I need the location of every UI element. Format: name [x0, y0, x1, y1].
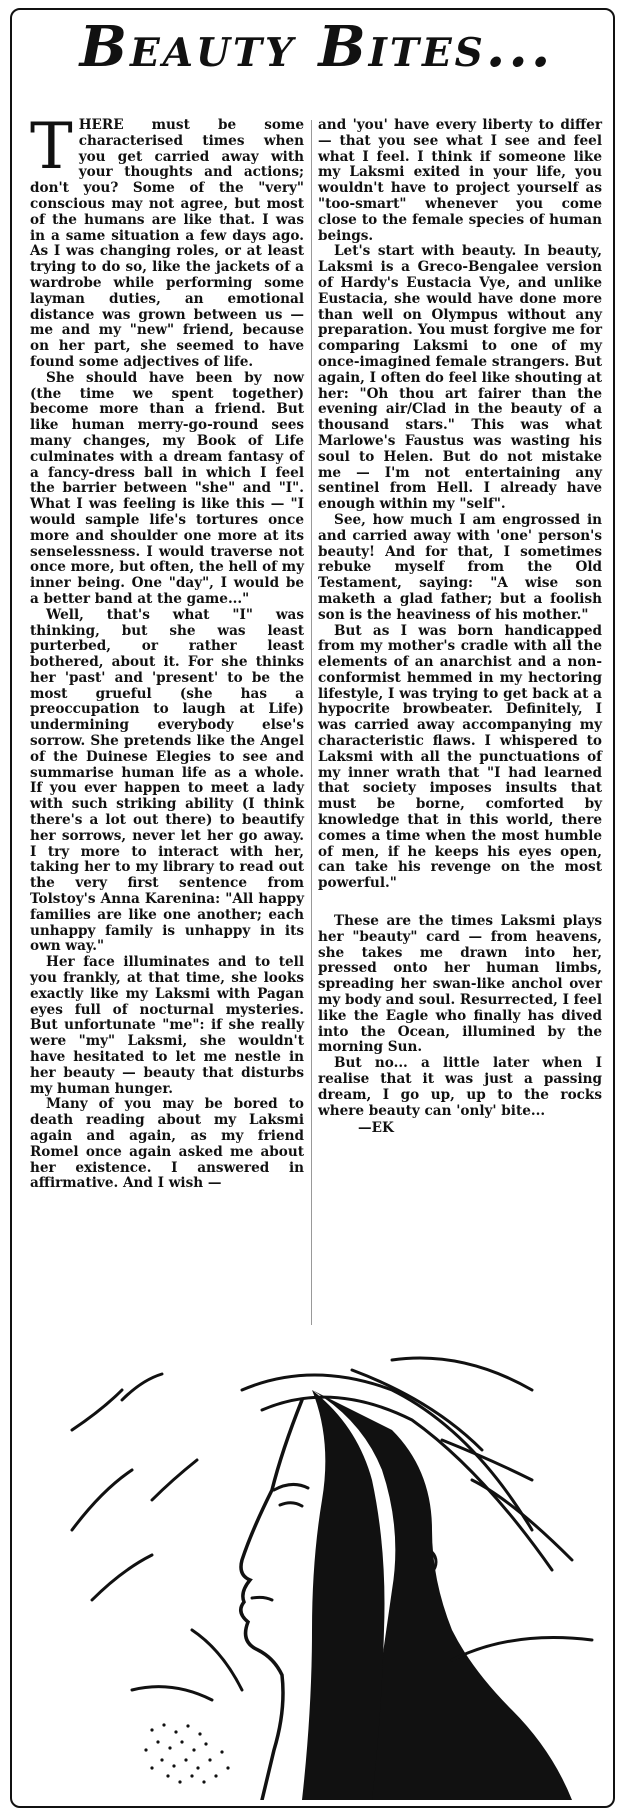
article-title: Beauty Bites... [79, 14, 554, 80]
paragraph-6: and 'you' have every liberty to differ — that you see what I see and feel what I feel. I think if someone like my Laksmi exited in your life, you wouldn't have to project yourself as "too-smart" whenever you come close to the female species of human beings. [318, 117, 602, 244]
left-column [30, 110, 304, 1192]
paragraph-9: But as I was born handicapped from my mother's cradle with all the elements of an anarchist and a non-conformist hemmed in my hectoring lifestyle, I was trying to get back at a hypocrite browbeater. Definitely, I was carried away accompanying my characteristic flaws. I whispered to Laksmi with all the punctuations of my inner wrath that "I had learned that society imposes insults that must be borne, comforted by knowledge that in this world, there comes a time when the most humble of men, if he keeps his eyes open, can take his revenge on the most powerful." [318, 622, 602, 892]
right-column [318, 118, 602, 1137]
paragraph-1: THERE must be some characterised times when you get carried away with your thoughts and actions; don't you? Some of the "very" conscious may not agree, but most of the humans are like that. I was in a same situation a few days ago. As I was changing roles, or at least trying to do so, like the jackets of a wardrobe while performing some layman duties, an emotional distance was grown between us — me and my "new" friend, because on her part, she seemed to have found some adjectives of life. [30, 110, 304, 370]
paragraph-11: But no... a little later when I realise that it was just a passing dream, I go up, up to the rocks where beauty can 'only' bite... [318, 1055, 602, 1119]
paragraph-7: Let's start with beauty. In beauty, Laksmi is a Greco-Bengalee version of Hardy's Eustacia Vye, and unlike Eustacia, she would have done more than well on Olympus without any preparation. You must forgive me for comparing Laksmi to one of my once-imagined female strangers. But again, I often do feel like shouting at her: "Oh thou art fairer than the evening air/Clad in the beauty of a thousand stars." This was what Marlowe's Faustus was wasting his soul to Helen. But do not mistake me — I'm not entertaining any sentinel from Hell. I already have enough within my "self". [318, 243, 602, 513]
drop-cap: T [30, 110, 73, 184]
paragraph-3: Well, that's what "I" was thinking, but she was least purterbed, or rather least bothered, about it. For she thinks her 'past' and 'present' to be the most grueful (she has a preoccupation to laugh at Life) undermining everybody else's sorrow. She pretends like the Angel of the Duinese Elegies to see and summarise human life as a whole. If you ever happen to meet a lady with such striking ability (I think there's a lot out there) to beautify her sorrows, never let her go away. I try more to interact with her, taking her to my library to read out the very first sentence from Tolstoy's Anna Karenina: "All happy families are like one another; each unhappy family is unhappy in its own way." [30, 606, 304, 955]
woman-profile-illustration [12, 1330, 612, 1800]
paragraph-5: Many of you may be bored to death reading about my Laksmi again and again, as my friend Romel once again asked me about her existence. I answered in affirmative. And I wish — [30, 1096, 304, 1192]
paragraph-8: See, how much I am engrossed in and carried away with 'one' person's beauty! And for that, I sometimes rebuke myself from the Old Testament, saying: "A wise son maketh a glad father; but a foolish son is the heaviness of his mother." [318, 511, 602, 623]
byline: —EK [358, 1120, 394, 1137]
paragraph-4: Her face illuminates and to tell you frankly, at that time, she looks exactly like my Laksmi with Pagan eyes full of nocturnal mysteries. But unfortunate "me": if she really were "my" Laksmi, she wouldn't have hesitated to let me nestle in her beauty — beauty that disturbs my human hunger. [30, 954, 304, 1097]
paragraph-gap [318, 892, 602, 914]
paragraph-2: She should have been by now (the time we spent together) become more than a friend. But like human merry-go-round sees many changes, my Book of Life culminates with a dream fantasy of a fancy-dress ball in which I feel the barrier between "she" and "I". What I was feeling is like this — "I would sample life's tortures once more and shoulder one more at its senselessness. I would traverse not once more, but often, the hell of my inner being. One "day", I would be a better band at the game..." [30, 369, 304, 607]
paragraph-10: These are the times Laksmi plays her "beauty" card — from heavens, she takes me drawn into her, pressed onto her human limbs, spreading her swan-like anchol over my body and soul. Resurrected, I feel like the Eagle who finally has dived into the Ocean, illumined by the morning Sun. [318, 913, 602, 1056]
column-divider [311, 120, 312, 1325]
